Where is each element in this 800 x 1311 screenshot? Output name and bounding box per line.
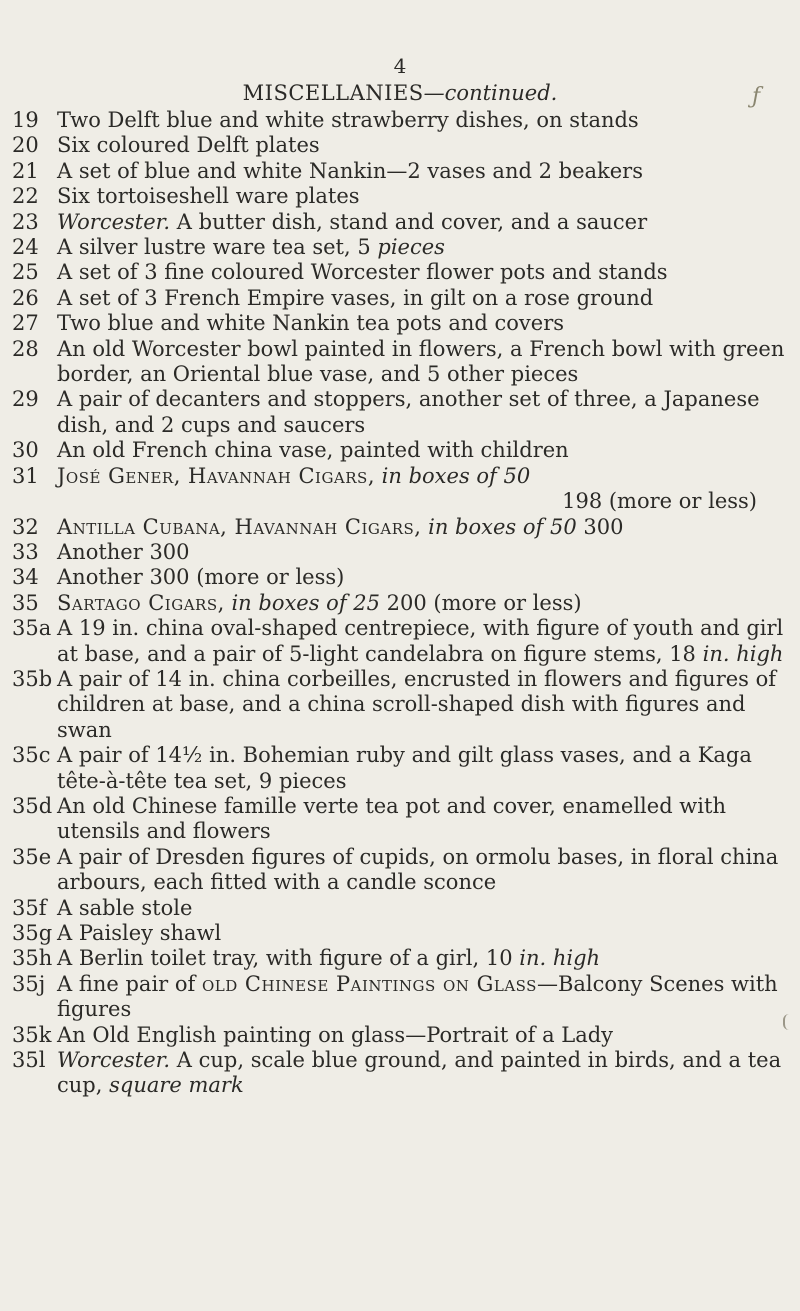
lot-item — [12, 210, 800, 235]
lot-description — [57, 1048, 800, 1099]
lot-description — [57, 337, 800, 388]
lot-item — [12, 438, 800, 463]
lot-text: A pair of 14 in. china corbeilles, encrusted in flowers and figures of children at base, and a china scroll-shaped dish with figures and swan — [57, 666, 777, 742]
lot-text-after: 300 — [576, 514, 624, 539]
lot-number: 23 — [12, 209, 39, 234]
lot-item — [12, 667, 800, 743]
lot-text-after: —Balcony Scenes with figures — [57, 971, 778, 1022]
lot-number: 33 — [12, 539, 39, 564]
lot-number: 19 — [12, 108, 39, 132]
lot-text: Two Delft blue and white strawberry dishes, on stands — [57, 108, 639, 132]
section-heading-title: MISCELLANIES — [242, 81, 424, 105]
lot-number: 22 — [12, 184, 39, 209]
lot-description — [57, 235, 800, 260]
section-heading — [0, 80, 800, 106]
lot-tail: square mark — [109, 1073, 244, 1098]
lot-item — [12, 108, 800, 133]
lot-item — [12, 311, 800, 336]
lot-item — [12, 565, 800, 590]
lot-item — [12, 337, 800, 388]
lot-number: 35d — [12, 793, 53, 818]
lot-description — [57, 845, 800, 896]
lot-item — [12, 464, 800, 515]
lot-text: A cup, scale blue ground, and painted in birds, and a tea cup, — [57, 1048, 782, 1098]
lot-description — [57, 210, 800, 235]
lot-description — [57, 667, 800, 743]
lot-number: 27 — [12, 311, 39, 336]
lot-description — [57, 616, 800, 667]
lot-text: A fine pair of — [57, 971, 202, 996]
lot-item — [12, 921, 800, 946]
lot-tail: in boxes of 25 — [224, 590, 380, 615]
pencil-mark: ƒ — [752, 84, 761, 109]
lot-item — [12, 540, 800, 565]
lot-title: José Gener, Havannah Cigars, — [57, 463, 375, 488]
lot-item — [12, 946, 800, 971]
lot-text-after: 200 (more or less) — [380, 590, 582, 615]
lot-item — [12, 1023, 800, 1048]
lot-item — [12, 159, 800, 184]
lot-item — [12, 1048, 800, 1099]
lot-item — [12, 743, 800, 794]
lot-text: An old French china vase, painted with children — [57, 438, 569, 463]
lot-description — [57, 286, 800, 311]
lot-text: Six coloured Delft plates — [57, 133, 320, 158]
lot-text: A butter dish, stand and cover, and a saucer — [176, 209, 648, 234]
lot-number: 32 — [12, 514, 39, 539]
lot-text: Another 300 — [57, 539, 190, 564]
lot-text: A sable stole — [57, 895, 193, 920]
lot-number: 35l — [12, 1048, 46, 1073]
lot-text: A set of 3 fine coloured Worcester flower pots and stands — [57, 260, 668, 285]
lot-title: old Chinese Paintings on Glass — [201, 971, 537, 996]
lot-tail: in. high — [702, 641, 784, 666]
lot-number: 35 — [12, 590, 39, 615]
lot-description — [57, 896, 800, 921]
lot-number: 35f — [12, 895, 47, 920]
lot-number: 21 — [12, 158, 39, 183]
lot-description — [57, 260, 800, 285]
lot-text: A Paisley shawl — [57, 921, 222, 945]
lot-description — [57, 921, 800, 946]
lot-number: 24 — [12, 235, 39, 260]
lot-number: 20 — [12, 133, 39, 158]
lot-description — [57, 1023, 800, 1048]
lot-description — [57, 464, 800, 515]
lot-text: A set of blue and white Nankin—2 vases and 2 beakers — [57, 158, 643, 183]
lot-text: A silver lustre ware tea set, 5 — [57, 235, 378, 260]
lot-tail: in boxes of 50 — [421, 514, 577, 539]
lot-item — [12, 235, 800, 260]
lot-text: A Berlin toilet tray, with figure of a girl, 10 — [57, 946, 520, 971]
lot-lead: Worcester. — [57, 1048, 171, 1073]
lot-description — [57, 515, 800, 540]
lot-item — [12, 184, 800, 209]
lot-description — [57, 311, 800, 336]
lot-number: 35g — [12, 921, 53, 945]
lot-description — [57, 794, 800, 845]
lot-text: A set of 3 French Empire vases, in gilt on a rose ground — [57, 285, 654, 310]
lot-number: 25 — [12, 260, 39, 285]
lot-item — [12, 896, 800, 921]
lot-description — [57, 540, 800, 565]
lot-tail: in. high — [519, 946, 601, 971]
lot-number: 26 — [12, 285, 39, 310]
lot-description — [57, 438, 800, 463]
lot-number: 35j — [12, 971, 46, 996]
lot-description — [57, 184, 800, 209]
lot-lead: Worcester. — [57, 209, 171, 234]
lot-item — [12, 515, 800, 540]
lot-description — [57, 133, 800, 158]
lot-tail: pieces — [377, 235, 445, 260]
lot-text: An Old English painting on glass—Portrait of a Lady — [57, 1022, 614, 1047]
lot-text: Another 300 (more or less) — [57, 565, 345, 590]
page-number: 4 — [393, 54, 407, 78]
section-heading-suffix: —continued. — [423, 81, 558, 105]
lot-number: 30 — [12, 438, 39, 463]
lot-title: Sartago Cigars, — [57, 590, 225, 615]
lot-number: 35h — [12, 946, 53, 971]
lot-description — [57, 387, 800, 438]
lot-tail: in boxes of 50 — [375, 463, 531, 488]
lot-description — [57, 159, 800, 184]
lot-description — [57, 946, 800, 971]
lot-quantity: 198 (more or less) — [562, 489, 757, 514]
lot-item — [12, 794, 800, 845]
lot-text: A pair of decanters and stoppers, another set of three, a Japanese dish, and 2 cups and saucers — [57, 387, 760, 437]
lot-item — [12, 972, 800, 1023]
lot-text: An old Worcester bowl painted in flowers, a French bowl with green border, an Oriental blue vase, and 5 other pieces — [57, 336, 785, 387]
lot-number: 35k — [12, 1022, 52, 1047]
lot-number: 35b — [12, 666, 53, 691]
lot-item — [12, 260, 800, 285]
lot-item — [12, 286, 800, 311]
lot-number: 34 — [12, 565, 39, 590]
lot-text: A pair of Dresden figures of cupids, on ormolu bases, in floral china arbours, each fitted with a candle sconce — [57, 844, 779, 895]
lot-description — [57, 743, 800, 794]
lot-text: Two blue and white Nankin tea pots and covers — [57, 311, 565, 336]
lot-description — [57, 591, 800, 616]
lot-number: 35c — [12, 743, 51, 768]
lot-list — [12, 108, 800, 1099]
lot-text: Six tortoiseshell ware plates — [57, 184, 360, 209]
lot-description — [57, 972, 800, 1023]
lot-number: 28 — [12, 336, 39, 361]
lot-number: 29 — [12, 387, 39, 412]
lot-item — [12, 387, 800, 438]
lot-number: 35e — [12, 844, 52, 869]
lot-item — [12, 616, 800, 667]
lot-item — [12, 845, 800, 896]
lot-number: 31 — [12, 463, 39, 488]
lot-text: A pair of 14½ in. Bohemian ruby and gilt glass vases, and a Kaga tête-à-tête tea set, 9 pieces — [57, 743, 752, 793]
lot-description — [57, 565, 800, 590]
lot-text: A 19 in. china oval-shaped centrepiece, with figure of youth and girl at base, and a pair of 5-light candelabra on figure stems, 18 — [57, 616, 784, 666]
lot-number: 35a — [12, 616, 52, 641]
lot-item — [12, 591, 800, 616]
lot-title: Antilla Cubana, Havannah Cigars, — [57, 514, 422, 539]
lot-item — [12, 133, 800, 158]
lot-text: An old Chinese famille verte tea pot and cover, enamelled with utensils and flowers — [57, 793, 726, 844]
lot-description — [57, 108, 800, 133]
